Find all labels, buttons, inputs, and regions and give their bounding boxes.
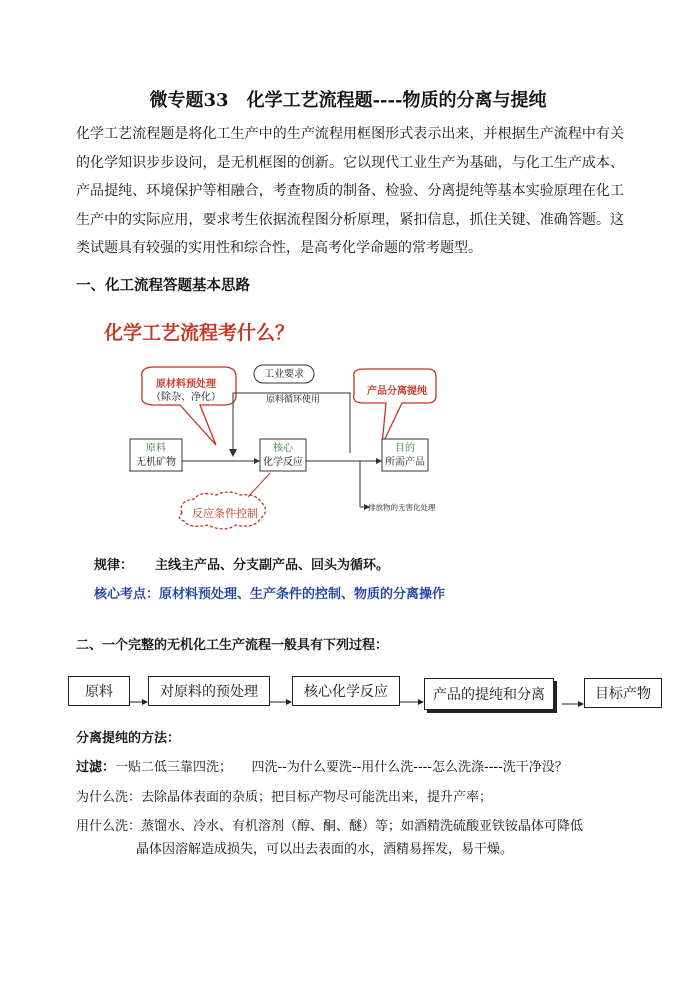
flow-step-1: 原料 [68, 676, 130, 706]
rule-line [94, 554, 389, 573]
flow-step-4: 产品的提纯和分离 [424, 678, 554, 710]
core-points: 核心考点：原材料预处理、生产条件的控制、物质的分离操作 [94, 587, 446, 602]
section-2-heading: 二、一个完整的无机化工生产流程一般具有下列过程： [76, 638, 389, 653]
raw-sub: 无机矿物 [136, 457, 176, 468]
recycle-label: 原料循环使用 [265, 395, 320, 405]
section-3-heading: 分离提纯的方法： [76, 731, 181, 746]
rule-label: 规律： [94, 558, 134, 573]
what-wash: 用什么洗：蒸馏水、冷水、有机溶剂（醇、酮、醚）等；如酒精洗硫酸亚铁铵晶体可降低 [76, 819, 584, 834]
what-wash-cont: 晶体因溶解造成损失，可以出去表面的水，酒精易挥发，易干燥。 [136, 842, 514, 857]
diagram-title: 化学工艺流程考什么？ [104, 322, 295, 344]
separation-label: 产品分离提纯 [367, 386, 427, 397]
flow-step-2: 对原料的预处理 [148, 676, 270, 706]
flow-step-3: 核心化学反应 [292, 676, 400, 706]
section-1-heading: 一、化工流程答题基本思路 [76, 278, 250, 294]
filter-label: 过滤： [76, 760, 116, 775]
industry-label: 工业要求 [264, 369, 304, 380]
filter-text: 一贴二低三靠四洗； 四洗--为什么要洗--用什么洗----怎么洗涤----洗干净没？ [115, 760, 568, 775]
rule-text: 主线主产品、分支副产品、回头为循环。 [155, 558, 390, 573]
page-title: 微专题33 化学工艺流程题----物质的分离与提纯 [149, 90, 547, 111]
target-sub: 所需产品 [385, 457, 425, 468]
filter-line [76, 756, 568, 775]
flow-step-5: 目标产物 [584, 678, 662, 708]
waste-label: 排放物的无害化处理 [368, 503, 436, 512]
why-wash: 为什么洗：去除晶体表面的杂质；把目标产物尽可能洗出来，提升产率； [76, 790, 493, 805]
target-label: 目的 [395, 443, 415, 454]
core-label: 核心 [273, 443, 293, 454]
core-sub: 化学反应 [263, 457, 303, 468]
pretreat-label: 原材料预处理 [156, 379, 216, 390]
separation-callout [354, 369, 436, 445]
intro-paragraph: 化学工艺流程题是将化工生产中的生产流程用框图形式表示出来，并根据生产流程中有关的化学知识步步设问，是无机框图的创新。它以现代工业生产为基础，与化工生产成本、产品提纯、环境保护等相融合，考查物质的制备、检验、分离提纯等基本实验原理在化工生产中的实际应用，要求考生依据流程图分析原理，紧扣信息，抓住关键、准确答题。这类试题具有较强的实用性和综合性，是高考化学命题的常考题型。 [76, 126, 624, 256]
pretreat-sub: （除杂、净化） [151, 392, 221, 403]
raw-label: 原料 [146, 443, 166, 454]
conditions-label: 反应条件控制 [192, 507, 258, 520]
